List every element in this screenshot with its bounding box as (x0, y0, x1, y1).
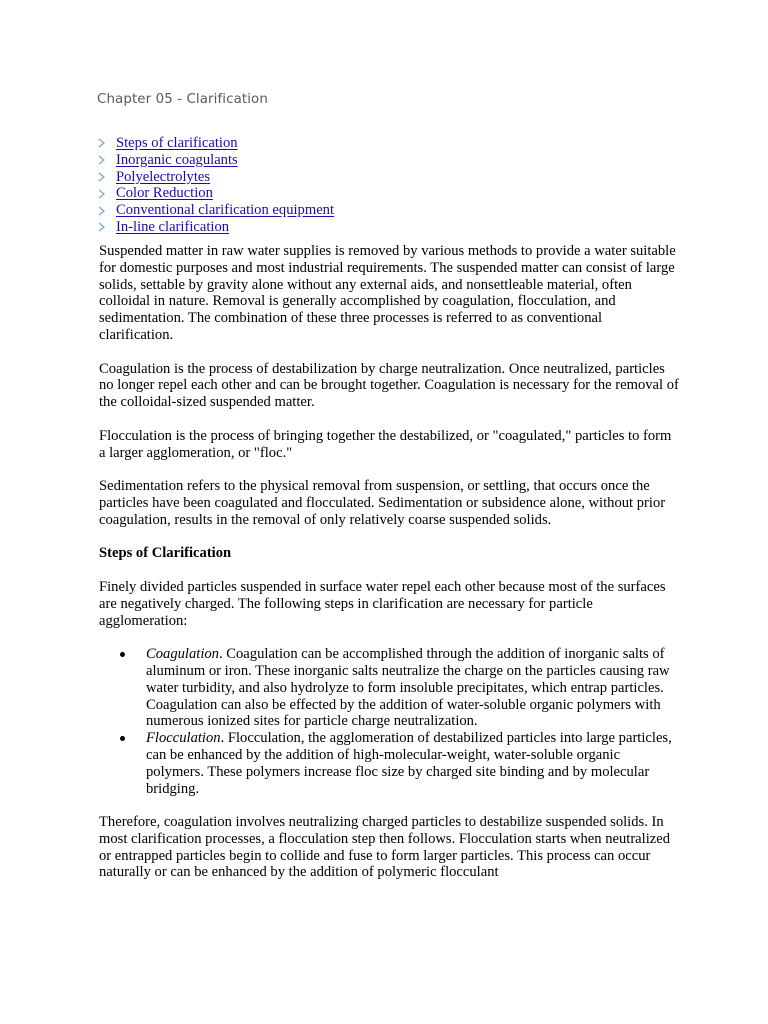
bullet-text: . Coagulation can be accomplished through the addition of inorganic salts of aluminum or iron. These inorganic salts neutralize the charge on the particles causing raw water turbidity, and also hydrolyze to form insoluble precipitates, which entrap particles. Coagulation can also be effected by the addition of water-soluble organic polymers with numerous ionized sites for particle charge neutralization. (146, 646, 670, 730)
toc-item (98, 152, 334, 169)
coagulation-paragraph: Coagulation is the process of destabilization by charge neutralization. Once neutralized, particles no longer repel each other and can be brought together. Coagulation is necessary for the removal of the colloidal-sized suspended matter. (99, 360, 679, 411)
bullet-icon (120, 652, 125, 657)
intro-paragraph: Suspended matter in raw water supplies is removed by various methods to provide a water suitable for domestic purposes and most industrial requirements. The suspended matter can consist of large solids, settable by gravity alone without any external aids, and nonsettleable material, often colloidal in nature. Removal is generally accomplished by coagulation, flocculation, and sedimentation. The combination of these three processes is referred to as conventional clarification. (99, 243, 676, 343)
toc-item (98, 185, 334, 202)
toc-link-inorganic-coagulants[interactable]: Inorganic coagulants (116, 151, 238, 168)
toc-link-in-line-clarification[interactable]: In-line clarification (116, 218, 230, 235)
list-item (146, 646, 679, 730)
toc-item (98, 169, 334, 186)
sedimentation-paragraph: Sedimentation refers to the physical removal from suspension, or settling, that occurs once the particles have been coagulated and flocculated. Sedimentation or subsidence alone, without prior coagulation, results in the removal of only relatively coarse suspended solids. (99, 478, 666, 528)
flocculation-paragraph: Flocculation is the process of bringing together the destabilized, or "coagulated," particles to form a larger agglomeration, or "floc." (99, 427, 672, 461)
bullet-icon (120, 736, 125, 741)
steps-heading: Steps of Clarification (99, 545, 232, 562)
chevron-right-icon (98, 138, 116, 148)
list-item (146, 730, 679, 797)
chevron-right-icon (98, 189, 116, 199)
chevron-right-icon (98, 155, 116, 165)
bullet-term: Flocculation (146, 730, 221, 747)
bullet-text: . Flocculation, the agglomeration of destabilized particles into large particles, can be enhanced by the addition of high-molecular-weight, water-soluble organic polymers. These polymers increase floc size by charged site binding and by molecular bridging. (146, 730, 672, 797)
page-title: Chapter 05 - Clarification (97, 92, 268, 107)
toc-link-polyelectrolytes[interactable]: Polyelectrolytes (116, 168, 211, 185)
toc-link-conventional-clarification-equipment[interactable]: Conventional clarification equipment (116, 202, 335, 219)
toc-item (98, 135, 334, 152)
chevron-right-icon (98, 222, 116, 232)
steps-intro-paragraph: Finely divided particles suspended in surface water repel each other because most of the surfaces are negatively charged. The following steps in clarification are necessary for particle agglomeration: (99, 578, 666, 629)
document-body (99, 243, 679, 898)
toc-link-color-reduction[interactable]: Color Reduction (116, 185, 213, 202)
table-of-contents (98, 135, 334, 236)
toc-item (98, 219, 334, 236)
chevron-right-icon (98, 206, 116, 216)
chevron-right-icon (98, 172, 116, 182)
toc-item (98, 202, 334, 219)
therefore-paragraph: Therefore, coagulation involves neutralizing charged particles to destabilize suspended solids. In most clarification processes, a flocculation step then follows. Flocculation starts when neutralized or entrapped particles begin to collide and fuse to form larger particles. This process can occur naturally or can be enhanced by the addition of polymeric flocculant (99, 814, 671, 881)
toc-link-steps-of-clarification[interactable]: Steps of clarification (116, 135, 238, 151)
bullet-term: Coagulation (146, 646, 219, 663)
steps-list (99, 646, 679, 797)
